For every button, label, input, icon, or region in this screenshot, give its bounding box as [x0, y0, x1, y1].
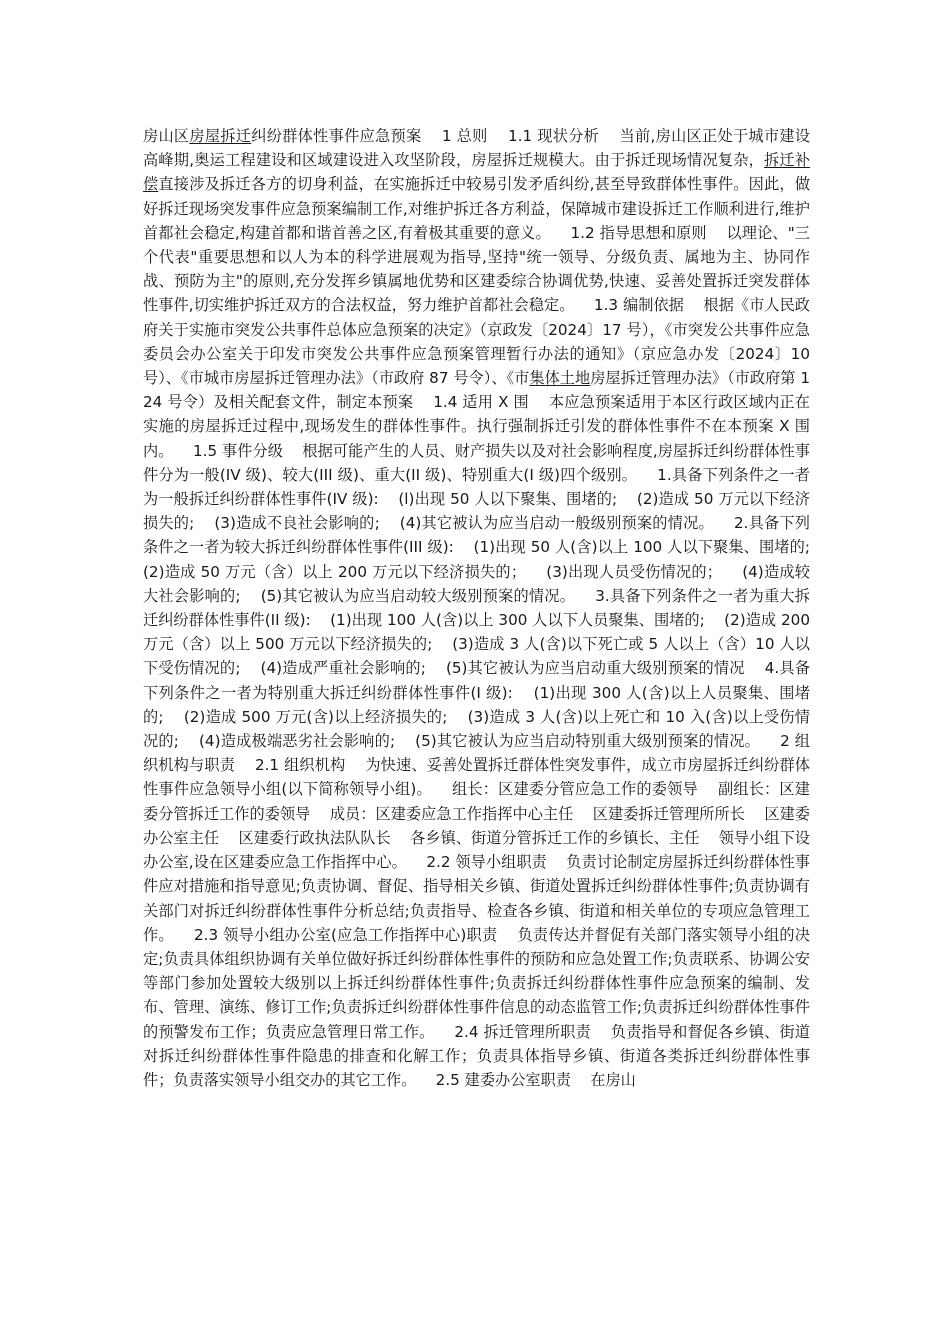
- underlined-term[interactable]: 房屋拆迁: [189, 127, 252, 145]
- text-run: 纠纷群体性事件应急预案 1 总则 1.1 现状分析 当前,房山区正处于城市建设高峰期,奥运工程建设和区域建设进入攻坚阶段，房屋拆迁规模大。由于拆迁现场情况复杂，: [143, 127, 811, 170]
- document-body-text: [143, 124, 830, 1092]
- text-run: 直接涉及拆迁各方的切身利益，在实施拆迁中较易引发矛盾纠纷,甚至导致群体性事件。因此，做好拆迁现场突发事件应急预案编制工作,对维护拆迁各方利益，保障城市建设拆迁工作顺利进行,维护首都社会稳定,构建首都和谐首善之区,有着极其重要的意义。 1.2 指导思想和原则 以理论、"三个代表"重要思想和以人为本的科学进展观为指导,坚持"统一领导、分级负责、属地为主、协同作战、预防为主"的原则,充分发挥乡镇属地优势和区建委综合协调优势,快速、妥善处置拆迁突发群体性事件,切实维护拆迁双方的合法权益，努力维护首都社会稳定。 1.3 编制依据 根据《市人民政府关于实施市突发公共事件总体应急预案的决定》（京政发〔2024〕17 号），《市突发公共事件应急委员会办公室关于印发市突发公共事件应急预案管理暂行办法的通知》（京应急办发〔2024〕10 号）、《市城市房屋拆迁管理办法》（市政府 87 号令）、《市: [143, 175, 815, 388]
- text-run: 房屋拆迁管理办法》（市政府第 124 号令）及相关配套文件，制定本预案 1.4 适用 X 围 本应急预案适用于本区行政区域内正在实施的房屋拆迁过程中,现场发生的群体性事件。执行强制拆迁引发的群体性事件不在本预案 X 围内。 1.5 事件分级 根据可能产生的人员、财产损失以及对社会影响程度,房屋拆迁纠纷群体性事件分为一般(IV 级)、较大(III 级)、重大(II 级)、特别重大(I 级)四个级别。 1.具备下列条件之一者为一般拆迁纠纷群体性事件(IV 级): (l)出现 50 人以下聚集、围堵的; (2)造成 50 万元以下经济损失的; (3)造成不良社会影响的; (4)其它被认为应当启动一般级别预案的情况。 2.具备下列条件之一者为较大拆迁纠纷群体性事件(III 级): (1)出现 50 人(含)以上 100 人以下聚集、围堵的; (2)造成 50 万元（含）以上 200 万元以下经济损失的； (3)出现人员受伤情况的； (4)造成较大社会影响的; (5)其它被认为应当启动较大级别预案的情况。 3.具备下列条件之一者为重大拆迁纠纷群体性事件(II 级): (1)出现 100 人(含)以上 300 人以下人员聚集、围堵的; (2)造成 200 万元（含）以上 500 万元以下经济损失的; (3)造成 3 人(含)以下死亡或 5 人以上（含）10 人以下受伤情况的; (4)造成严重社会影响的; (5)其它被认为应当启动重大级别预案的情况 4.具备下列条件之一者为特别重大拆迁纠纷群体性事件(I 级): (1)出现 300 人(含)以上人员聚集、围堵的; (2)造成 500 万元(含)以上经济损失的; (3)造成 3 人(含)以上死亡和 10 入(含)以上受伤情况的; (4)造成极端恶劣社会影响的; (5)其它被认为应当启动特别重大级别预案的情况。 2 组织机构与职责 2.1 组织机构 为快速、妥善处置拆迁群体性突发事件，成立市房屋拆迁纠纷群体性事件应急领导小组(以下简称领导小组)。 组长：区建委分管应急工作的委领导 副组长：区建委分管拆迁工作的委领导 成员：区建委应急工作指挥中心主任 区建委拆迁管理所所长 区建委办公室主任 区建委行政执法队队长 各乡镇、街道分管拆迁工作的乡镇长、主任 领导小组下设办公室,设在区建委应急工作指挥中心。 2.2 领导小组职责 负责讨论制定房屋拆迁纠纷群体性事件应对措施和指导意见;负责协调、督促、指导相关乡镇、街道处置拆迁纠纷群体性事件;负责协调有关部门对拆迁纠纷群体性事件分析总结;负责指导、检查各乡镇、街道和相关单位的专项应急管理工作。 2.3 领导小组办公室(应急工作指挥中心)职责 负责传达并督促有关部门落实领导小组的决定;负责具体组织协调有关单位做好拆迁纠纷群体性事件的预防和应急处置工作;负责联系、协调公安等部门参加处置较大级别以上拆迁纠纷群体性事件;负责拆迁纠纷群体性事件应急预案的编制、发布、管理、演练、修订工作;负责拆迁纠纷群体性事件信息的动态监管工作;负责拆迁纠纷群体性事件的预警发布工作；负责应急管理日常工作。 2.4 拆迁管理所职责 负责指导和督促各乡镇、街道对拆迁纠纷群体性事件隐患的排查和化解工作；负责具体指导乡镇、街道各类拆迁纠纷群体性事件；负责落实领导小组交办的其它工作。 2.5 建委办公室职责 在房山: [143, 369, 830, 1089]
- underlined-term[interactable]: 集体土地: [529, 369, 591, 388]
- underlined-term[interactable]: 拆迁补偿: [143, 151, 811, 194]
- text-run: 房山区: [143, 127, 190, 145]
